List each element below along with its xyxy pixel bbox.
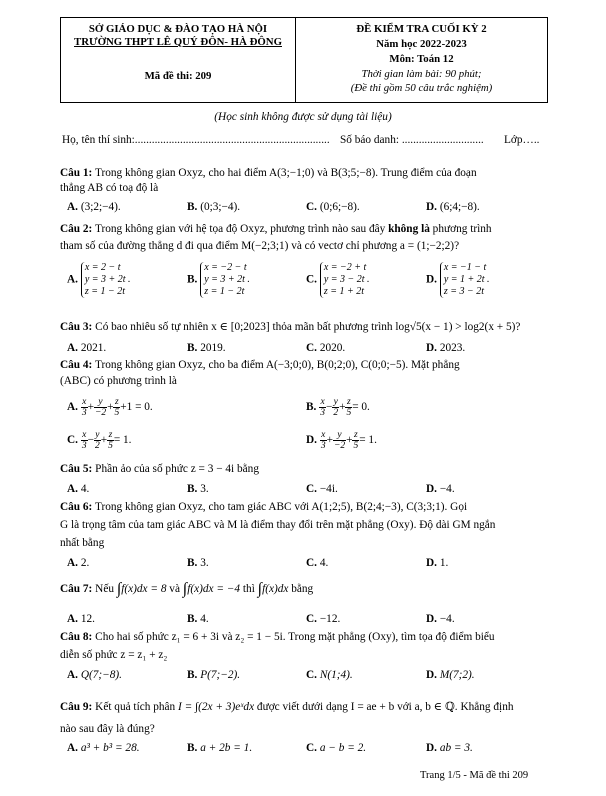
q9-option-a: A. a³ + b³ = 28.: [67, 742, 140, 754]
q1-option-a: A. (3;2;−4).: [67, 201, 121, 213]
question-2: Câu 2: Trong không gian với hệ tọa độ Oxyz, phương trình nào sau đây không là phương trình: [60, 223, 492, 235]
q6-option-a: A. 2.: [67, 557, 90, 569]
q2-option-b: B. x = −2 − t y = 3 + 2t . z = 1 − 2t: [187, 262, 250, 297]
school-year: Năm học 2022-2023: [376, 38, 467, 50]
exam-header: [60, 17, 548, 103]
question-6-cont2: nhất bằng: [60, 537, 105, 549]
school-name: TRƯỜNG THPT LÊ QUÝ ĐÔN- HÀ ĐÔNG: [74, 36, 282, 48]
exam-title: ĐỀ KIỂM TRA CUỐI KỲ 2: [356, 23, 487, 35]
q8-option-b: B. P(7;−2).: [187, 669, 241, 681]
q4-option-d: D. $\frac{x}{3}$ + $\frac{y}{-2}$ + $\frac{z}{5}$ = 1.: [306, 430, 377, 451]
q1-option-b: B. (0;3;−4).: [187, 201, 241, 213]
q8-option-c: C. N(1;4).: [306, 669, 353, 681]
q4-option-a: A. $\frac{x}{3}$ + $\frac{y}{-2}$ + $\frac{z}{5}$ +1 = 0.: [67, 397, 153, 418]
q7-option-d: D. −4.: [426, 613, 455, 625]
question-1-cont: thẳng AB có toạ độ là: [60, 182, 159, 194]
question-2-cont: tham số của đường thẳng d đi qua điểm M(−2;3;1) và có vectơ chỉ phương a = (1;−2;2)?: [60, 240, 460, 252]
question-9-cont: nào sau đây là đúng?: [60, 723, 155, 735]
q6-option-d: D. 1.: [426, 557, 449, 569]
class-field: Lớp…..: [504, 134, 540, 146]
candidate-name-field: Họ, tên thí sinh:.....................................................................: [62, 134, 330, 146]
q1-option-d: D. (6;4;−8).: [426, 201, 480, 213]
q7-option-b: B. 4.: [187, 613, 209, 625]
q7-option-c: C. −12.: [306, 613, 341, 625]
question-5: Câu 5: Phần ảo của số phức z = 3 − 4i bằng: [60, 463, 259, 475]
question-3: Câu 3: Có bao nhiêu số tự nhiên x ∈ [0;2023] thỏa mãn bất phương trình log√5(x − 1) > log2(x + 5)?: [60, 321, 521, 333]
question-count: (Đề thi gồm 50 câu trắc nghiệm): [350, 82, 493, 94]
question-9: Câu 9: Kết quả tích phân I = ∫(2x + 3)eˣdx được viết dưới dạng I = ae + b với a, b ∈ ℚ. Khẳng định: [60, 701, 514, 713]
q1-option-c: C. (0;6;−8).: [306, 201, 360, 213]
q5-option-c: C. −4i.: [306, 483, 338, 495]
exam-code: Mã đề thi: 209: [144, 70, 212, 82]
q2-option-d: D. x = −1 − t y = 1 + 2t . z = 3 − 2t: [426, 262, 490, 297]
question-7: Câu 7: Nếu ∫f(x)dx = 8 và ∫f(x)dx = −4 thì ∫f(x)dx bằng: [60, 580, 314, 598]
q7-option-a: A. 12.: [67, 613, 95, 625]
q4-option-c: C. $\frac{x}{3}$ − $\frac{y}{2}$ + $\frac{z}{5}$ = 1.: [67, 430, 132, 451]
page-footer: Trang 1/5 - Mã đề thi 209: [420, 770, 529, 781]
no-materials-note: (Học sinh không được sử dụng tài liệu): [214, 111, 392, 123]
question-8: Câu 8: Cho hai số phức z₁ = 6 + 3i và z₂ = 1 − 5i. Trong mặt phẳng (Oxy), tìm tọa độ điểm biểu: [60, 631, 495, 643]
q6-option-b: B. 3.: [187, 557, 209, 569]
q9-option-b: B. a + 2b = 1.: [187, 742, 253, 754]
candidate-number-field: Số báo danh: .............................: [340, 134, 484, 146]
question-1: Câu 1: Trong không gian Oxyz, cho hai điểm A(3;−1;0) và B(3;5;−8). Trung điểm của đoạn: [60, 167, 477, 179]
q8-option-a: A. Q(7;−8).: [67, 669, 123, 681]
q4-option-b: B. $\frac{x}{3}$ − $\frac{y}{2}$ + $\frac{z}{5}$ = 0.: [306, 397, 370, 418]
question-6: Câu 6: Trong không gian Oxyz, cho tam giác ABC với A(1;2;5), B(2;4;−3), C(3;3;1). Gọi: [60, 501, 468, 513]
question-6-cont: G là trọng tâm của tam giác ABC và M là điểm thay đổi trên mặt phẳng (Oxy). Độ dài GM ngắn: [60, 519, 496, 531]
q3-option-a: A. 2021.: [67, 342, 107, 354]
q5-option-d: D. −4.: [426, 483, 455, 495]
question-4-cont: (ABC) có phương trình là: [60, 375, 177, 387]
q9-option-d: D. ab = 3.: [426, 742, 473, 754]
q5-option-a: A. 4.: [67, 483, 90, 495]
time-limit: Thời gian làm bài: 90 phút;: [361, 68, 482, 80]
q3-option-b: B. 2019.: [187, 342, 226, 354]
q8-option-d: D. M(7;2).: [426, 669, 475, 681]
q3-option-d: D. 2023.: [426, 342, 466, 354]
question-4: Câu 4: Trong không gian Oxyz, cho ba điểm A(−3;0;0), B(0;2;0), C(0;0;−5). Mặt phẳng: [60, 359, 460, 371]
q5-option-b: B. 3.: [187, 483, 209, 495]
subject: Môn: Toán 12: [389, 53, 454, 65]
q3-option-c: C. 2020.: [306, 342, 346, 354]
q9-option-c: C. a − b = 2.: [306, 742, 367, 754]
dept-name: SỞ GIÁO DỤC & ĐÀO TẠO HÀ NỘI: [88, 23, 268, 35]
q6-option-c: C. 4.: [306, 557, 329, 569]
q2-option-c: C. x = −2 + t y = 3 − 2t . z = 1 + 2t: [306, 262, 370, 297]
q2-option-a: A. x = 2 − t y = 3 + 2t . z = 1 − 2t: [67, 262, 131, 297]
question-8-cont: diễn số phức z = z₁ + z₂: [60, 649, 168, 661]
